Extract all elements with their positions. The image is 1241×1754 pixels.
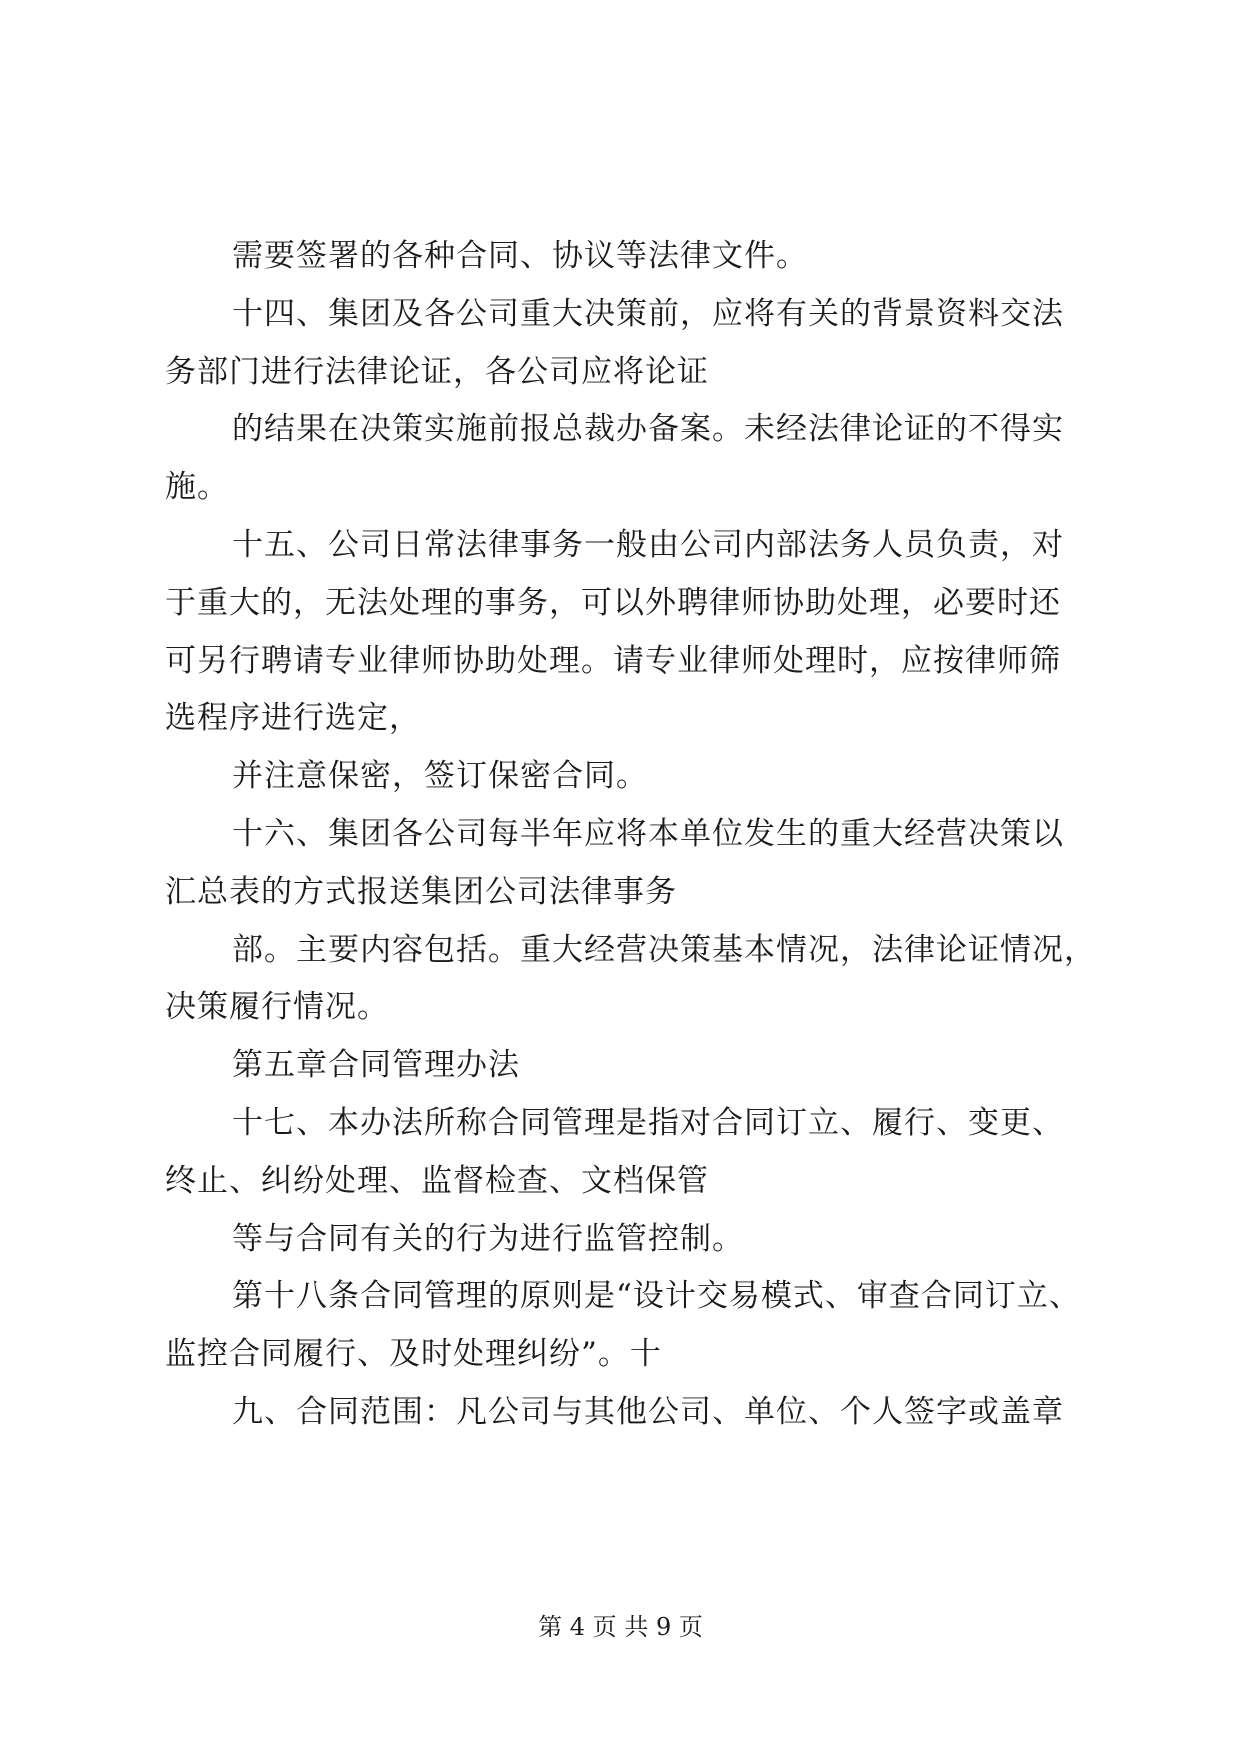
page-footer (0, 1612, 1241, 1642)
text-line: 终止、纠纷处理、监督检查、文档保管 (165, 1162, 709, 1199)
text-line: 十五、公司日常法律事务一般由公司内部法务人员负责，对 (232, 526, 1064, 563)
text-line: 的结果在决策实施前报总裁办备案。未经法律论证的不得实 (232, 411, 1064, 448)
text-line: 十四、集团及各公司重大决策前，应将有关的背景资料交法 (232, 295, 1064, 332)
text-line: 可另行聘请专业律师协助处理。请专业律师处理时，应按律师筛 (165, 642, 1061, 679)
text-line: 监控合同履行、及时处理纠纷”。十 (165, 1336, 662, 1373)
text-line: 选程序进行选定， (165, 700, 421, 737)
text-line: 并注意保密，签订保密合同。 (232, 758, 648, 795)
text-line: 等与合同有关的行为进行监管控制。 (232, 1220, 744, 1257)
text-line: 于重大的，无法处理的事务，可以外聘律师协助处理，必要时还 (165, 584, 1061, 621)
text-line: 决策履行情况。 (165, 989, 389, 1026)
text-line: 汇总表的方式报送集团公司法律事务 (165, 873, 677, 910)
text-line: 十六、集团各公司每半年应将本单位发生的重大经营决策以 (232, 815, 1064, 852)
text-line: 十七、本办法所称合同管理是指对合同订立、履行、变更、 (232, 1104, 1064, 1141)
text-line: 务部门进行法律论证，各公司应将论证 (165, 353, 709, 390)
text-line: 第十八条合同管理的原则是“设计交易模式、审查合同订立、 (232, 1278, 1081, 1315)
chapter-heading: 第五章合同管理办法 (232, 1047, 520, 1084)
text-line: 施。 (165, 469, 229, 506)
text-line: 九、合同范围：凡公司与其他公司、单位、个人签字或盖章 (232, 1393, 1064, 1430)
body-text (165, 228, 1095, 1442)
text-line: 部。主要内容包括。重大经营决策基本情况，法律论证情况， (232, 931, 1096, 968)
page-number: 第 4 页 共 9 页 (538, 1613, 703, 1641)
text-line: 需要签署的各种合同、协议等法律文件。 (232, 238, 808, 274)
